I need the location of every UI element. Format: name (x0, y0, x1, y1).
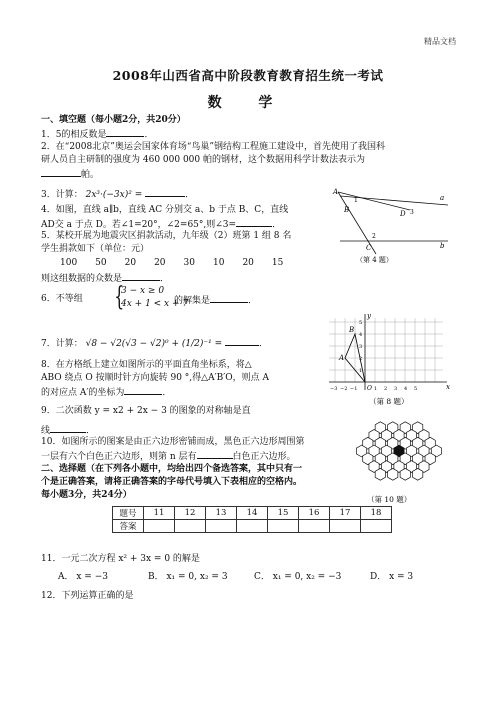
fig10-white-hexagon (413, 468, 423, 480)
fig8-label-O: O (367, 385, 372, 392)
q7-tail: ． (259, 339, 269, 349)
q2-line2: 研人员自主研制的强度为 460 000 000 帕的钢材，这个数据用科学计数法表示为 (41, 155, 365, 165)
q7-blank[interactable] (225, 336, 259, 346)
q9-tail: ． (86, 426, 96, 436)
answer-cell[interactable] (144, 520, 175, 533)
q5-line4 (41, 271, 169, 285)
fig4-label-D: D (400, 210, 406, 218)
fig10-hexagon-tiling (356, 422, 441, 480)
q4-line2-text: AD交 a 于点 D。若∠1=20°，∠2=65°,则∠3= (41, 220, 237, 230)
q11-option-b[interactable]: B． x₁ = 0, x₂ = 3 (148, 572, 228, 582)
q11-option-d[interactable]: D． x = 3 (370, 572, 414, 582)
q7-lead: 7．计算： (41, 339, 83, 349)
q9-line2-text: 线 (41, 426, 51, 436)
fig8-xtick: 1 (374, 386, 378, 392)
q4-line2 (41, 217, 281, 231)
q6-tail-wrap (174, 293, 257, 307)
fig10-caption: （第 10 题） (367, 495, 412, 504)
q6-mid: 的解集是 (174, 296, 211, 306)
q8-line3-text: 的对应点 A′的坐标为 (41, 388, 125, 398)
fig4-label-3: 3 (410, 209, 414, 216)
answer-table-cell: 12 (175, 507, 206, 520)
q5-blank[interactable] (122, 271, 160, 281)
fig8-xtick: 4 (404, 386, 408, 392)
q6-blank[interactable] (210, 293, 248, 303)
q3-blank[interactable] (145, 187, 185, 197)
q2-blank[interactable] (41, 167, 81, 177)
q3-expr: 2x³·(−3x)² = (85, 190, 143, 200)
fig4-diagram (330, 186, 456, 272)
fig8-label-x: x (446, 383, 450, 391)
q8-blank[interactable] (124, 385, 162, 395)
fig8-label-A: A (339, 354, 345, 362)
header-tag: 精品文档 (424, 37, 456, 46)
fig8-xtick: 3 (394, 386, 398, 392)
q10-tail: 白色正六边形。 (232, 452, 296, 462)
answer-table-header-row (113, 507, 392, 520)
fig10-white-hexagon (375, 468, 385, 480)
fig8-ytick: 1 (359, 368, 363, 374)
q8-tail: ． (162, 388, 172, 398)
q5-tail: ． (160, 274, 170, 284)
fig8-xtick: −1 (350, 386, 358, 392)
q2-tail: 帕。 (81, 170, 100, 180)
doc-title: 2008年山西省高中阶段教育教育招生统一考试 (112, 68, 384, 83)
q7 (41, 336, 268, 350)
answer-table-cell: 16 (299, 507, 330, 520)
section2-line2: 个是正确答案，请将正确答案的字母代号填入下表相应的空格内。 (41, 477, 303, 487)
q1-blank[interactable] (106, 127, 144, 137)
fig8-diagram (325, 310, 455, 408)
answer-cell[interactable] (361, 520, 392, 533)
answer-table-cell: 17 (330, 507, 361, 520)
fig4-label-b: b (440, 242, 445, 250)
section2-line1: 二、选择题（在下列各小题中，均给出四个备选答案，其中只有一 (41, 464, 303, 474)
q1 (41, 127, 153, 141)
q10-line2 (41, 449, 296, 463)
q2-line3 (41, 167, 99, 181)
fig8-caption: （第 8 题） (369, 397, 409, 406)
answer-table-cell: 11 (144, 507, 175, 520)
fig4-label-A: A (333, 188, 339, 196)
q4-tail: ． (272, 220, 282, 230)
answer-cell[interactable] (330, 520, 361, 533)
subject-title: 数 学 (207, 95, 289, 111)
q8-line2: ABO 绕点 O 按顺时针方向旋转 90 °,得△A′B′O，则点 A (41, 373, 270, 383)
section2-line3: 每小题3分，共24分） (41, 490, 132, 500)
answer-table-cell: 14 (237, 507, 268, 520)
q10-blank[interactable] (197, 449, 233, 459)
q3-tail: ． (185, 190, 195, 200)
q7-expr: √8 − √2(√3 − √2)⁰ + (1/2)⁻¹ = (85, 339, 223, 349)
fig4-label-a: a (440, 194, 445, 202)
fig8-xtick: −3 (330, 386, 338, 392)
answer-table-cell: 18 (361, 507, 392, 520)
answer-cell[interactable] (206, 520, 237, 533)
fig8-ytick: 4 (359, 332, 363, 338)
q3-lead: 3．计算： (41, 190, 83, 200)
q11-option-c[interactable]: C． x₁ = 0, x₂ = −3 (254, 572, 342, 582)
q6-ineq1: 3 − x ≥ 0 (121, 286, 165, 296)
q11-option-a[interactable]: A． x = −3 (58, 572, 108, 582)
q1-text: 1．5的相反数是 (41, 130, 107, 140)
q8-line3 (41, 385, 171, 399)
fig10-white-hexagon (388, 468, 398, 480)
q6-tail: ． (248, 296, 258, 306)
q3 (41, 187, 194, 201)
fig8-ytick: 3 (359, 344, 363, 350)
q9-blank[interactable] (50, 423, 86, 433)
fig10-white-hexagon (400, 468, 410, 480)
fig4-caption: （第 4 题） (356, 256, 393, 264)
fig8-label-y: y (367, 312, 371, 320)
q5-line1: 5．某校开展为地震灾区捐款活动，九年级（2）班第 1 组 8 名 (41, 231, 292, 241)
answer-table-cell: 题号 (113, 507, 144, 520)
answer-table-cell: 13 (206, 507, 237, 520)
fig4-label-C: C (366, 244, 372, 252)
fig8-ytick: 2 (359, 356, 363, 362)
q6-lead: 6．不等组 (41, 294, 83, 304)
fig8-grid (329, 318, 443, 382)
q5-values: 100 50 20 20 30 10 20 15 (60, 258, 284, 268)
fig8-xtick: 2 (384, 386, 388, 392)
q5-line4-text: 则这组数据的众数是 (41, 274, 123, 284)
q10-line1: 10．如图所示的图案是由正六边形密铺而成，黑色正六边形周围第 (41, 437, 305, 447)
fig8-xtick: −2 (340, 386, 348, 392)
q6-ineq2: 4x + 1 < x + 7 (121, 299, 189, 309)
answer-table-cell: 15 (268, 507, 299, 520)
q6-brace: { (114, 282, 125, 312)
fig10-diagram (349, 413, 449, 505)
q9-line2 (41, 423, 95, 437)
q1-tail: ． (144, 130, 154, 140)
fig4-label-2: 2 (372, 233, 376, 240)
fig8-xtick: 5 (414, 386, 418, 392)
q2-line1: 2．在“2008北京”奥运会国家体育场“鸟巢”钢结构工程施工建设中，首先使用了我国科 (41, 142, 386, 152)
q8-line1: 8．在方格纸上建立如图所示的平面直角坐标系，将△ (41, 360, 252, 370)
answer-cell[interactable] (299, 520, 330, 533)
q9-line1: 9．二次函数 y = x2 + 2x − 3 的图象的对称轴是直 (41, 406, 251, 416)
q5-line2: 学生捐款如下（单位：元） (41, 244, 150, 254)
fig8-ytick: 5 (359, 320, 363, 326)
answer-cell[interactable] (268, 520, 299, 533)
section1-heading: 一、填空题（每小题2分，共20分） (41, 115, 186, 125)
answer-cell[interactable] (175, 520, 206, 533)
answer-table (112, 506, 392, 533)
q11-text: 11．一元二次方程 x² + 3x = 0 的解是 (41, 554, 200, 564)
answer-table-answer-row (113, 520, 392, 533)
answer-cell[interactable] (237, 520, 268, 533)
fig4-label-1: 1 (354, 197, 358, 204)
fig4-label-B: B (344, 206, 350, 214)
answer-table-label: 答案 (113, 520, 144, 533)
fig8-label-B: B (349, 326, 355, 334)
q4-line1: 4．如图，直线 a∥b，直线 AC 分别交 a、b 于点 B、C，直线 (41, 205, 289, 215)
q4-blank[interactable] (236, 217, 272, 227)
q10-line2-text: 一层有六个白色正六边形，则第 n 层有 (41, 452, 197, 462)
q12-text: 12．下列运算正确的是 (41, 591, 134, 601)
